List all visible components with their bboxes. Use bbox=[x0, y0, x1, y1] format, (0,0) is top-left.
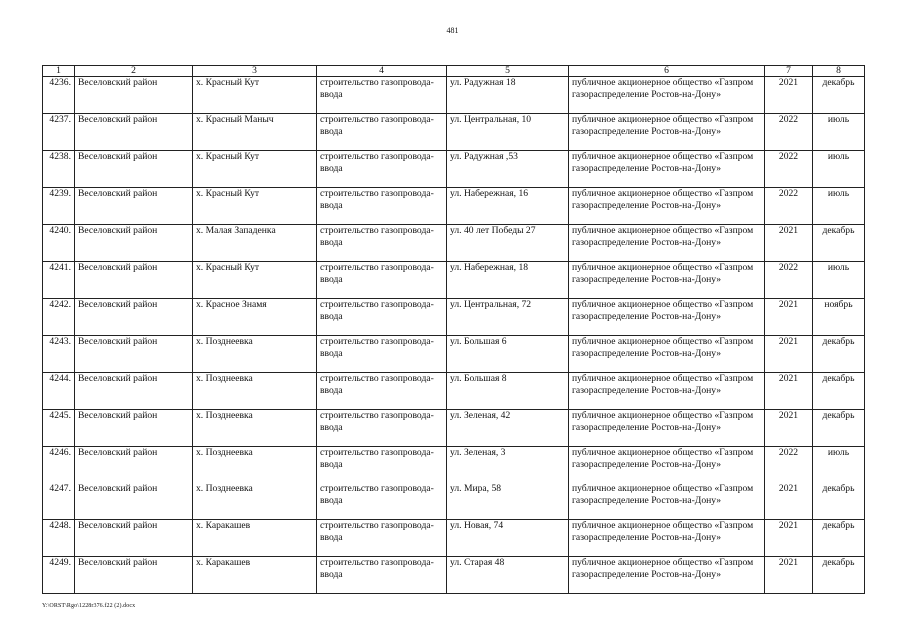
organization-cell: публичное акционерное общество «Газпром газораспределение Ростов-на-Дону» bbox=[569, 299, 765, 336]
work-type-cell: строительство газопровода-ввода bbox=[317, 262, 447, 299]
row-number: 4237. bbox=[43, 114, 75, 151]
row-number: 4238. bbox=[43, 151, 75, 188]
row-number: 4244. bbox=[43, 373, 75, 410]
district-cell: Веселовский район bbox=[75, 114, 193, 151]
district-cell: Веселовский район bbox=[75, 373, 193, 410]
table-row bbox=[43, 262, 865, 299]
year-cell: 2021 bbox=[765, 557, 813, 594]
year-cell: 2021 bbox=[765, 373, 813, 410]
year-cell: 2022 bbox=[765, 262, 813, 299]
column-number-row bbox=[43, 66, 865, 77]
district-cell: Веселовский район bbox=[75, 77, 193, 114]
month-cell: июль bbox=[813, 188, 865, 225]
row-number: 4241. bbox=[43, 262, 75, 299]
work-type-cell: строительство газопровода-ввода bbox=[317, 77, 447, 114]
address-cell: ул. Набережная, 18 bbox=[447, 262, 569, 299]
locality-cell: х. Красный Кут bbox=[193, 262, 317, 299]
year-cell: 2022 bbox=[765, 114, 813, 151]
address-cell: ул. Радужная ,53 bbox=[447, 151, 569, 188]
work-type-cell: строительство газопровода-ввода bbox=[317, 520, 447, 557]
table-row bbox=[43, 225, 865, 262]
table-row bbox=[43, 336, 865, 373]
locality-cell: х. Красное Знамя bbox=[193, 299, 317, 336]
table-row bbox=[43, 114, 865, 151]
locality-cell: х. Красный Маныч bbox=[193, 114, 317, 151]
address-cell: ул. Набережная, 16 bbox=[447, 188, 569, 225]
month-cell: июль bbox=[813, 447, 865, 484]
district-cell: Веселовский район bbox=[75, 447, 193, 484]
column-header: 8 bbox=[813, 66, 865, 77]
column-header: 5 bbox=[447, 66, 569, 77]
locality-cell: х. Красный Кут bbox=[193, 77, 317, 114]
address-cell: ул. Мира, 58 bbox=[447, 483, 569, 520]
address-cell: ул. Зеленая, 42 bbox=[447, 410, 569, 447]
district-cell: Веселовский район bbox=[75, 151, 193, 188]
month-cell: декабрь bbox=[813, 336, 865, 373]
month-cell: ноябрь bbox=[813, 299, 865, 336]
district-cell: Веселовский район bbox=[75, 483, 193, 520]
row-number: 4236. bbox=[43, 77, 75, 114]
address-cell: ул. Центральная, 72 bbox=[447, 299, 569, 336]
organization-cell: публичное акционерное общество «Газпром газораспределение Ростов-на-Дону» bbox=[569, 373, 765, 410]
work-type-cell: строительство газопровода-ввода bbox=[317, 373, 447, 410]
work-type-cell: строительство газопровода-ввода bbox=[317, 447, 447, 484]
locality-cell: х. Позднеевка bbox=[193, 447, 317, 484]
column-header: 1 bbox=[43, 66, 75, 77]
organization-cell: публичное акционерное общество «Газпром газораспределение Ростов-на-Дону» bbox=[569, 336, 765, 373]
address-cell: ул. Радужная 18 bbox=[447, 77, 569, 114]
year-cell: 2021 bbox=[765, 410, 813, 447]
organization-cell: публичное акционерное общество «Газпром газораспределение Ростов-на-Дону» bbox=[569, 483, 765, 520]
row-number: 4240. bbox=[43, 225, 75, 262]
address-cell: ул. 40 лет Победы 27 bbox=[447, 225, 569, 262]
row-number: 4248. bbox=[43, 520, 75, 557]
year-cell: 2021 bbox=[765, 225, 813, 262]
column-header: 3 bbox=[193, 66, 317, 77]
row-number: 4246. bbox=[43, 447, 75, 484]
locality-cell: х. Позднеевка bbox=[193, 336, 317, 373]
district-cell: Веселовский район bbox=[75, 299, 193, 336]
district-cell: Веселовский район bbox=[75, 520, 193, 557]
locality-cell: х. Позднеевка bbox=[193, 483, 317, 520]
organization-cell: публичное акционерное общество «Газпром газораспределение Ростов-на-Дону» bbox=[569, 262, 765, 299]
year-cell: 2022 bbox=[765, 188, 813, 225]
month-cell: декабрь bbox=[813, 520, 865, 557]
address-cell: ул. Новая, 74 bbox=[447, 520, 569, 557]
month-cell: декабрь bbox=[813, 77, 865, 114]
work-type-cell: строительство газопровода-ввода bbox=[317, 410, 447, 447]
year-cell: 2021 bbox=[765, 483, 813, 520]
year-cell: 2021 bbox=[765, 77, 813, 114]
table-row bbox=[43, 188, 865, 225]
row-number: 4242. bbox=[43, 299, 75, 336]
year-cell: 2021 bbox=[765, 520, 813, 557]
locality-cell: х. Позднеевка bbox=[193, 373, 317, 410]
year-cell: 2021 bbox=[765, 299, 813, 336]
table-row bbox=[43, 447, 865, 484]
organization-cell: публичное акционерное общество «Газпром газораспределение Ростов-на-Дону» bbox=[569, 77, 765, 114]
organization-cell: публичное акционерное общество «Газпром газораспределение Ростов-на-Дону» bbox=[569, 114, 765, 151]
month-cell: декабрь bbox=[813, 483, 865, 520]
locality-cell: х. Каракашев bbox=[193, 520, 317, 557]
organization-cell: публичное акционерное общество «Газпром газораспределение Ростов-на-Дону» bbox=[569, 520, 765, 557]
table-body bbox=[43, 77, 865, 594]
footer-file-path: Y:\ORST\Rgo\1228r376.f22 (2).docx bbox=[42, 603, 136, 609]
address-cell: ул. Центральная, 10 bbox=[447, 114, 569, 151]
organization-cell: публичное акционерное общество «Газпром газораспределение Ростов-на-Дону» bbox=[569, 410, 765, 447]
month-cell: июль bbox=[813, 114, 865, 151]
row-number: 4247. bbox=[43, 483, 75, 520]
work-type-cell: строительство газопровода-ввода bbox=[317, 299, 447, 336]
organization-cell: публичное акционерное общество «Газпром газораспределение Ростов-на-Дону» bbox=[569, 447, 765, 484]
table-row bbox=[43, 77, 865, 114]
month-cell: декабрь bbox=[813, 373, 865, 410]
table-row bbox=[43, 410, 865, 447]
month-cell: декабрь bbox=[813, 225, 865, 262]
address-cell: ул. Старая 48 bbox=[447, 557, 569, 594]
address-cell: ул. Зеленая, 3 bbox=[447, 447, 569, 484]
address-cell: ул. Большая 8 bbox=[447, 373, 569, 410]
column-header: 6 bbox=[569, 66, 765, 77]
year-cell: 2022 bbox=[765, 447, 813, 484]
table-row bbox=[43, 373, 865, 410]
locality-cell: х. Малая Западенка bbox=[193, 225, 317, 262]
table-row bbox=[43, 483, 865, 520]
work-type-cell: строительство газопровода-ввода bbox=[317, 483, 447, 520]
year-cell: 2021 bbox=[765, 336, 813, 373]
data-table bbox=[42, 65, 865, 594]
month-cell: июль bbox=[813, 262, 865, 299]
year-cell: 2022 bbox=[765, 151, 813, 188]
locality-cell: х. Красный Кут bbox=[193, 151, 317, 188]
address-cell: ул. Большая 6 bbox=[447, 336, 569, 373]
organization-cell: публичное акционерное общество «Газпром газораспределение Ростов-на-Дону» bbox=[569, 225, 765, 262]
organization-cell: публичное акционерное общество «Газпром газораспределение Ростов-на-Дону» bbox=[569, 188, 765, 225]
column-header: 2 bbox=[75, 66, 193, 77]
district-cell: Веселовский район bbox=[75, 262, 193, 299]
page-number: 481 bbox=[446, 26, 459, 35]
work-type-cell: строительство газопровода-ввода bbox=[317, 557, 447, 594]
work-type-cell: строительство газопровода-ввода bbox=[317, 114, 447, 151]
table-row bbox=[43, 557, 865, 594]
district-cell: Веселовский район bbox=[75, 336, 193, 373]
locality-cell: х. Позднеевка bbox=[193, 410, 317, 447]
column-header: 4 bbox=[317, 66, 447, 77]
month-cell: декабрь bbox=[813, 410, 865, 447]
column-header: 7 bbox=[765, 66, 813, 77]
district-cell: Веселовский район bbox=[75, 188, 193, 225]
table-row bbox=[43, 520, 865, 557]
row-number: 4243. bbox=[43, 336, 75, 373]
row-number: 4239. bbox=[43, 188, 75, 225]
work-type-cell: строительство газопровода-ввода bbox=[317, 151, 447, 188]
district-cell: Веселовский район bbox=[75, 557, 193, 594]
month-cell: декабрь bbox=[813, 557, 865, 594]
table-row bbox=[43, 151, 865, 188]
district-cell: Веселовский район bbox=[75, 225, 193, 262]
organization-cell: публичное акционерное общество «Газпром газораспределение Ростов-на-Дону» bbox=[569, 151, 765, 188]
locality-cell: х. Каракашев bbox=[193, 557, 317, 594]
work-type-cell: строительство газопровода-ввода bbox=[317, 225, 447, 262]
district-cell: Веселовский район bbox=[75, 410, 193, 447]
month-cell: июль bbox=[813, 151, 865, 188]
work-type-cell: строительство газопровода-ввода bbox=[317, 336, 447, 373]
organization-cell: публичное акционерное общество «Газпром газораспределение Ростов-на-Дону» bbox=[569, 557, 765, 594]
locality-cell: х. Красный Кут bbox=[193, 188, 317, 225]
row-number: 4245. bbox=[43, 410, 75, 447]
table-row bbox=[43, 299, 865, 336]
row-number: 4249. bbox=[43, 557, 75, 594]
work-type-cell: строительство газопровода-ввода bbox=[317, 188, 447, 225]
